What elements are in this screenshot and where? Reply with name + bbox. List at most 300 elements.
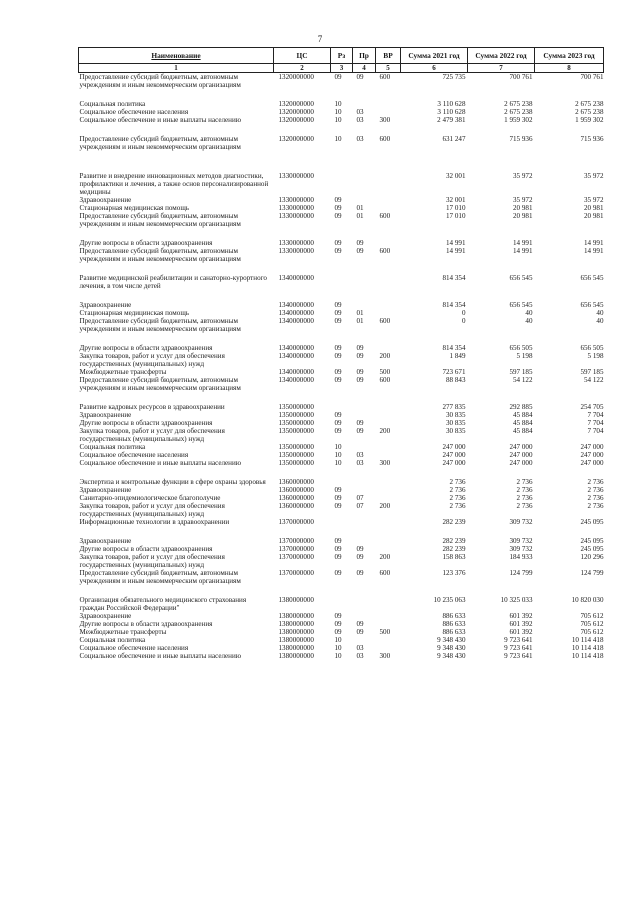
cell-s1: 14 991 (445, 247, 466, 255)
cell-s3: 656 545 (580, 301, 604, 309)
spacer-cell (79, 585, 604, 596)
cell-s2: 247 000 (509, 459, 533, 467)
table-row (79, 108, 604, 116)
cell-cs: 1330000000 (278, 212, 314, 220)
cell-pr (353, 636, 376, 644)
cell-s2: 1 959 302 (504, 116, 533, 124)
table-row (79, 537, 604, 545)
cell-name: Здравоохранение (79, 301, 132, 309)
cell-pr: 09 (356, 73, 364, 81)
cell-cs: 1330000000 (278, 239, 314, 247)
cell-s2: 247 000 (509, 443, 533, 451)
cell-s3: 2 675 238 (575, 108, 604, 116)
cell-vr: 300 (379, 116, 391, 124)
spacer-row (79, 89, 604, 100)
cell-s3: 656 545 (580, 274, 604, 282)
cell-pr (353, 518, 376, 526)
spacer-row (79, 151, 604, 172)
cell-name: Другие вопросы в области здравоохранения (79, 620, 213, 628)
cell-name: Санитарно-эпидемиологическое благополучие (79, 494, 221, 502)
cell-s1: 2 479 381 (437, 116, 466, 124)
cell-vr: 600 (379, 212, 391, 220)
table-row (79, 628, 604, 636)
cell-s1: 32 001 (445, 196, 466, 204)
budget-table (78, 47, 604, 660)
cell-name: Другие вопросы в области здравоохранения (79, 239, 213, 247)
cell-name: Организация обязательного медицинского страхования граждан Российской Федерации" (79, 596, 247, 612)
cell-s2: 656 545 (509, 301, 533, 309)
cell-s3: 120 296 (580, 553, 604, 561)
cell-rz: 10 (334, 135, 342, 143)
cell-cs: 1340000000 (278, 274, 314, 282)
cell-s3: 656 505 (580, 344, 604, 352)
cell-name: Здравоохранение (79, 196, 132, 204)
cell-s1: 17 010 (445, 212, 466, 220)
cell-s3: 2 736 (587, 502, 604, 510)
table-row (79, 636, 604, 644)
cell-s3: 2 736 (587, 478, 604, 486)
cell-rz: 09 (334, 502, 342, 510)
cell-rz: 09 (334, 376, 342, 384)
cell-vr (376, 108, 401, 116)
cell-rz (331, 518, 353, 526)
table-row (79, 545, 604, 553)
table-row (79, 247, 604, 263)
cell-s2: 309 732 (509, 518, 533, 526)
cell-pr (353, 172, 376, 196)
cell-s1: 9 348 430 (437, 652, 466, 660)
cell-cs: 1340000000 (278, 301, 314, 309)
cell-s3: 1 959 302 (575, 116, 604, 124)
cell-cs: 1380000000 (278, 652, 314, 660)
cell-s1: 158 863 (442, 553, 466, 561)
cell-cs: 1370000000 (278, 569, 314, 577)
cell-pr: 09 (356, 239, 364, 247)
cell-s2: 5 198 (516, 352, 533, 360)
cell-vr: 200 (379, 352, 391, 360)
cell-s3: 2 736 (587, 486, 604, 494)
cell-vr: 200 (379, 502, 391, 510)
cell-rz: 09 (334, 612, 342, 620)
cell-pr: 07 (356, 502, 364, 510)
table-row (79, 172, 604, 196)
cell-pr: 01 (356, 317, 364, 325)
cell-pr (353, 486, 376, 494)
cell-vr (376, 100, 401, 108)
cell-name: Социальное обеспечение и иные выплаты населению (79, 459, 242, 467)
table-row (79, 411, 604, 419)
table-header (79, 48, 604, 73)
cell-rz: 09 (334, 545, 342, 553)
header-name: Наименование (79, 48, 274, 64)
cell-vr (376, 239, 401, 247)
cell-s2: 656 545 (509, 274, 533, 282)
spacer-cell (79, 124, 604, 135)
cell-name: Предоставление субсидий бюджетным, автономным учреждениям и иным некоммерческим организациям (79, 317, 241, 333)
cell-pr: 09 (356, 628, 364, 636)
cell-rz: 10 (334, 108, 342, 116)
cell-s1: 30 835 (445, 419, 466, 427)
cell-cs: 1370000000 (278, 545, 314, 553)
cell-name: Информационные технологии в здравоохранении (79, 518, 230, 526)
cell-cs: 1350000000 (278, 411, 314, 419)
cell-s1: 814 354 (442, 274, 466, 282)
cell-s3: 715 936 (580, 135, 604, 143)
cell-name: Развитие и внедрение инновационных методов диагностики, профилактики и лечения, а также основ персонализированной медицины (79, 172, 269, 196)
cell-pr: 09 (356, 344, 364, 352)
cell-s2: 292 885 (509, 403, 533, 411)
spacer-cell (79, 89, 604, 100)
cell-cs: 1360000000 (278, 494, 314, 502)
cell-rz (331, 403, 353, 411)
cell-vr: 600 (379, 317, 391, 325)
cell-rz: 09 (334, 628, 342, 636)
cell-cs: 1340000000 (278, 376, 314, 384)
cell-s1: 1 849 (449, 352, 466, 360)
cell-s2: 40 (525, 317, 533, 325)
cell-s1: 14 991 (445, 239, 466, 247)
table-row (79, 204, 604, 212)
spacer-row (79, 333, 604, 344)
cell-s1: 247 000 (442, 443, 466, 451)
cell-cs: 1340000000 (278, 368, 314, 376)
header-rz: Рз (331, 48, 353, 64)
cell-vr: 600 (379, 376, 391, 384)
cell-s3: 5 198 (587, 352, 604, 360)
cell-s2: 35 972 (512, 172, 533, 180)
cell-cs: 1320000000 (278, 116, 314, 124)
cell-vr (376, 403, 401, 411)
cell-s3: 10 114 418 (571, 644, 604, 652)
cell-s1: 725 735 (442, 73, 466, 81)
cell-s1: 282 239 (442, 537, 466, 545)
cell-rz: 10 (334, 459, 342, 467)
header-sum-2021: Сумма 2021 год (401, 48, 468, 64)
cell-s1: 814 354 (442, 301, 466, 309)
cell-name: Предоставление субсидий бюджетным, автономным учреждениям и иным некоммерческим организациям (79, 135, 241, 151)
cell-s2: 10 325 033 (500, 596, 533, 604)
cell-vr (376, 204, 401, 212)
cell-s2: 309 732 (509, 545, 533, 553)
cell-s2: 597 185 (509, 368, 533, 376)
table-row (79, 344, 604, 352)
table-row (79, 196, 604, 204)
column-number: 7 (468, 64, 535, 73)
cell-s3: 245 095 (580, 537, 604, 545)
cell-vr (376, 494, 401, 502)
cell-s1: 814 354 (442, 344, 466, 352)
cell-pr (353, 196, 376, 204)
header-cs: ЦС (274, 48, 331, 64)
cell-name: Социальное обеспечение населения (79, 644, 189, 652)
cell-rz: 09 (334, 553, 342, 561)
cell-name: Социальная политика (79, 443, 146, 451)
cell-name: Предоставление субсидий бюджетным, автономным учреждениям и иным некоммерческим организациям (79, 212, 241, 228)
cell-rz (331, 596, 353, 612)
cell-pr: 01 (356, 309, 364, 317)
cell-s3: 705 612 (580, 620, 604, 628)
cell-s1: 0 (461, 317, 466, 325)
table-row (79, 427, 604, 443)
column-number: 6 (401, 64, 468, 73)
cell-rz: 09 (334, 486, 342, 494)
cell-rz: 10 (334, 636, 342, 644)
cell-s1: 30 835 (445, 411, 466, 419)
cell-vr: 300 (379, 459, 391, 467)
cell-rz: 09 (334, 317, 342, 325)
page-number: 7 (317, 34, 323, 44)
cell-cs: 1350000000 (278, 419, 314, 427)
cell-s1: 2 736 (449, 502, 466, 510)
table-row (79, 309, 604, 317)
cell-rz: 09 (334, 204, 342, 212)
cell-vr: 600 (379, 73, 391, 81)
cell-vr (376, 636, 401, 644)
cell-pr: 09 (356, 368, 364, 376)
spacer-cell (79, 228, 604, 239)
cell-name: Здравоохранение (79, 486, 132, 494)
cell-cs: 1330000000 (278, 172, 314, 180)
spacer-row (79, 263, 604, 274)
cell-vr (376, 596, 401, 612)
cell-rz: 10 (334, 116, 342, 124)
cell-s1: 2 736 (449, 478, 466, 486)
cell-s3: 35 972 (583, 172, 604, 180)
spacer-cell (79, 392, 604, 403)
cell-s2: 601 392 (509, 628, 533, 636)
table-row (79, 403, 604, 411)
cell-cs: 1350000000 (278, 451, 314, 459)
cell-pr: 01 (356, 212, 364, 220)
cell-name: Социальное обеспечение и иные выплаты населению (79, 652, 242, 660)
cell-vr (376, 443, 401, 451)
cell-vr: 200 (379, 427, 391, 435)
cell-vr (376, 344, 401, 352)
cell-s2: 20 981 (512, 204, 533, 212)
cell-vr: 200 (379, 553, 391, 561)
table-row (79, 459, 604, 467)
cell-s1: 886 633 (442, 628, 466, 636)
cell-rz: 09 (334, 196, 342, 204)
cell-s1: 10 235 063 (433, 596, 466, 604)
cell-rz (331, 172, 353, 196)
cell-name: Здравоохранение (79, 612, 132, 620)
cell-s3: 7 704 (587, 427, 604, 435)
cell-pr: 03 (356, 108, 364, 116)
cell-name: Социальная политика (79, 636, 146, 644)
cell-pr: 09 (356, 247, 364, 255)
cell-s3: 7 704 (587, 411, 604, 419)
cell-s3: 597 185 (580, 368, 604, 376)
cell-s3: 14 991 (583, 239, 604, 247)
cell-s1: 9 348 430 (437, 636, 466, 644)
cell-s2: 601 392 (509, 620, 533, 628)
cell-vr: 600 (379, 135, 391, 143)
cell-s1: 3 110 628 (437, 108, 466, 116)
table-row (79, 317, 604, 333)
cell-s2: 45 884 (512, 419, 533, 427)
cell-cs: 1320000000 (278, 108, 314, 116)
cell-name: Предоставление субсидий бюджетным, автономным учреждениям и иным некоммерческим организациям (79, 247, 241, 263)
cell-s1: 17 010 (445, 204, 466, 212)
table-row (79, 239, 604, 247)
spacer-row (79, 392, 604, 403)
cell-rz (331, 478, 353, 486)
cell-vr (376, 486, 401, 494)
cell-s1: 277 835 (442, 403, 466, 411)
cell-rz: 09 (334, 301, 342, 309)
cell-cs: 1380000000 (278, 596, 314, 604)
cell-vr (376, 545, 401, 553)
cell-pr (353, 612, 376, 620)
cell-s2: 14 991 (512, 239, 533, 247)
cell-s2: 14 991 (512, 247, 533, 255)
cell-name: Социальное обеспечение населения (79, 451, 189, 459)
cell-name: Межбюджетные трансферты (79, 368, 167, 376)
header-sum-2022: Сумма 2022 год (468, 48, 535, 64)
cell-s3: 10 114 418 (571, 652, 604, 660)
cell-name: Предоставление субсидий бюджетным, автономным учреждениям и иным некоммерческим организациям (79, 569, 241, 585)
cell-rz: 10 (334, 644, 342, 652)
cell-cs: 1330000000 (278, 247, 314, 255)
cell-s3: 247 000 (580, 459, 604, 467)
cell-cs: 1320000000 (278, 135, 314, 143)
cell-s3: 124 799 (580, 569, 604, 577)
cell-rz (331, 274, 353, 290)
cell-name: Другие вопросы в области здравоохранения (79, 545, 213, 553)
cell-s3: 247 000 (580, 451, 604, 459)
table-row (79, 376, 604, 392)
cell-pr: 03 (356, 644, 364, 652)
cell-s1: 123 376 (442, 569, 466, 577)
spacer-row (79, 228, 604, 239)
cell-name: Межбюджетные трансферты (79, 628, 167, 636)
cell-s3: 245 095 (580, 545, 604, 553)
cell-s2: 124 799 (509, 569, 533, 577)
header-vr: ВР (376, 48, 401, 64)
cell-s3: 40 (596, 317, 604, 325)
cell-vr: 600 (379, 247, 391, 255)
cell-pr: 03 (356, 451, 364, 459)
cell-rz: 09 (334, 247, 342, 255)
cell-s2: 9 723 641 (504, 644, 533, 652)
cell-rz: 10 (334, 652, 342, 660)
cell-cs: 1350000000 (278, 427, 314, 435)
table-row (79, 486, 604, 494)
cell-vr (376, 419, 401, 427)
cell-s3: 40 (596, 309, 604, 317)
table-row (79, 451, 604, 459)
cell-name: Здравоохранение (79, 411, 132, 419)
cell-cs: 1360000000 (278, 486, 314, 494)
spacer-row (79, 124, 604, 135)
spacer-row (79, 585, 604, 596)
cell-rz: 09 (334, 73, 342, 81)
cell-name: Развитие кадровых ресурсов в здравоохранении (79, 403, 225, 411)
cell-s1: 0 (461, 309, 466, 317)
table-row (79, 116, 604, 124)
cell-s2: 247 000 (509, 451, 533, 459)
cell-s1: 886 633 (442, 620, 466, 628)
spacer-cell (79, 333, 604, 344)
cell-name: Стационарная медицинская помощь (79, 204, 190, 212)
cell-pr: 09 (356, 427, 364, 435)
cell-pr: 07 (356, 494, 364, 502)
cell-s3: 10 820 030 (571, 596, 604, 604)
table-row (79, 274, 604, 290)
cell-name: Закупка товаров, работ и услуг для обеспечения государственных (муниципальных) нужд (79, 553, 225, 569)
cell-cs: 1360000000 (278, 478, 314, 486)
cell-name: Здравоохранение (79, 537, 132, 545)
header-sum-2023: Сумма 2023 год (535, 48, 604, 64)
cell-cs: 1320000000 (278, 100, 314, 108)
cell-s3: 2 736 (587, 494, 604, 502)
cell-vr (376, 644, 401, 652)
cell-pr: 09 (356, 376, 364, 384)
cell-name: Предоставление субсидий бюджетным, автономным учреждениям и иным некоммерческим организациям (79, 73, 241, 89)
cell-s2: 9 723 641 (504, 636, 533, 644)
spacer-cell (79, 151, 604, 172)
cell-vr (376, 301, 401, 309)
cell-vr (376, 478, 401, 486)
cell-s3: 247 000 (580, 443, 604, 451)
cell-s3: 54 122 (583, 376, 604, 384)
cell-cs: 1340000000 (278, 344, 314, 352)
cell-name: Закупка товаров, работ и услуг для обеспечения государственных (муниципальных) нужд (79, 502, 225, 518)
cell-s3: 2 675 238 (575, 100, 604, 108)
cell-vr (376, 518, 401, 526)
cell-rz: 10 (334, 100, 342, 108)
cell-s1: 723 671 (442, 368, 466, 376)
cell-vr: 500 (379, 368, 391, 376)
cell-pr: 03 (356, 652, 364, 660)
cell-rz: 09 (334, 620, 342, 628)
cell-s1: 3 110 628 (437, 100, 466, 108)
cell-pr: 09 (356, 553, 364, 561)
cell-s3: 35 972 (583, 196, 604, 204)
cell-s2: 9 723 641 (504, 652, 533, 660)
cell-s2: 2 675 238 (504, 108, 533, 116)
cell-s3: 705 612 (580, 628, 604, 636)
cell-pr (353, 411, 376, 419)
cell-pr: 09 (356, 352, 364, 360)
table-row (79, 502, 604, 518)
cell-s1: 2 736 (449, 494, 466, 502)
cell-name: Другие вопросы в области здравоохранения (79, 419, 213, 427)
cell-name: Закупка товаров, работ и услуг для обеспечения государственных (муниципальных) нужд (79, 352, 225, 368)
cell-s3: 245 095 (580, 518, 604, 526)
cell-cs: 1370000000 (278, 518, 314, 526)
table-row (79, 553, 604, 569)
cell-pr: 03 (356, 116, 364, 124)
cell-rz: 09 (334, 419, 342, 427)
cell-pr (353, 537, 376, 545)
cell-s1: 282 239 (442, 518, 466, 526)
cell-s3: 705 612 (580, 612, 604, 620)
table-row (79, 478, 604, 486)
cell-cs: 1340000000 (278, 309, 314, 317)
cell-pr (353, 596, 376, 612)
cell-cs: 1350000000 (278, 443, 314, 451)
cell-name: Другие вопросы в области здравоохранения (79, 344, 213, 352)
cell-pr: 01 (356, 204, 364, 212)
cell-rz: 09 (334, 309, 342, 317)
cell-s2: 309 732 (509, 537, 533, 545)
cell-name: Социальное обеспечение населения (79, 108, 189, 116)
table-row (79, 652, 604, 660)
cell-rz: 10 (334, 451, 342, 459)
cell-vr (376, 612, 401, 620)
